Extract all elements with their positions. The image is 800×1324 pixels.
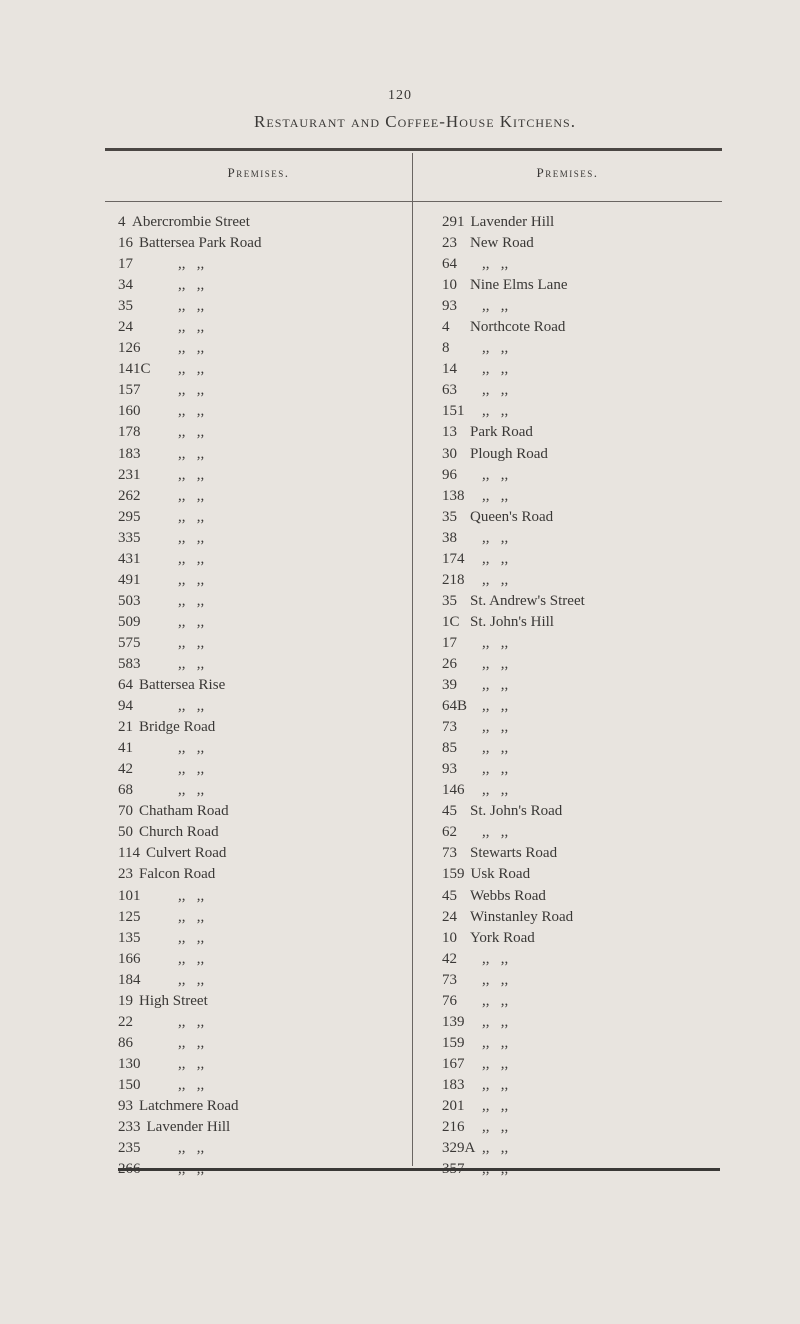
premises-street: ,, ,, [482, 340, 509, 357]
premises-street: ,, ,, [178, 1013, 205, 1030]
premises-number: 14 [442, 361, 457, 378]
premises-number: 23 [442, 235, 457, 252]
premises-street: Winstanley Road [470, 908, 574, 925]
premises-street: ,, ,, [482, 634, 509, 651]
premises-street: Stewarts Road [470, 845, 558, 862]
premises-number: 24 [118, 319, 133, 336]
premises-street: ,, ,, [482, 950, 509, 967]
premises-number: 201 [442, 1097, 465, 1114]
premises-street: ,, ,, [482, 824, 509, 841]
premises-number: 8 [442, 340, 450, 357]
premises-number: 35 [442, 592, 457, 609]
premises-street: ,, ,, [482, 971, 509, 988]
premises-number: 17 [442, 634, 457, 651]
premises-number: 262 [118, 487, 141, 504]
premises-number: 30 [442, 445, 457, 462]
premises-number: 45 [442, 803, 457, 820]
premises-street: ,, ,, [178, 445, 205, 462]
premises-number: 73 [442, 719, 457, 736]
premises-number: 35 [118, 298, 133, 315]
premises-street: New Road [470, 235, 534, 252]
premises-number: 21 [118, 719, 133, 736]
premises-street: Plough Road [470, 445, 548, 462]
premises-street: ,, ,, [178, 950, 205, 967]
premises-number: 503 [118, 592, 141, 609]
right-column-header: Premises. [536, 165, 599, 180]
premises-number: 235 [118, 1140, 141, 1157]
premises-street: ,, ,, [482, 655, 509, 672]
premises-street: Battersea Rise [139, 677, 226, 694]
premises-number: 64 [442, 256, 457, 273]
premises-street: ,, ,, [482, 550, 509, 567]
page-number: 120 [388, 88, 412, 103]
premises-street: ,, ,, [482, 1076, 509, 1093]
premises-number: 4 [442, 319, 450, 336]
premises-street: ,, ,, [482, 719, 509, 736]
premises-number: 114 [118, 845, 140, 862]
premises-street: ,, ,, [482, 1097, 509, 1114]
premises-street: ,, ,, [178, 319, 205, 336]
premises-street: Culvert Road [145, 845, 227, 862]
premises-number: 150 [118, 1076, 141, 1093]
premises-street: Bridge Road [139, 719, 216, 736]
premises-street: ,, ,, [178, 277, 205, 294]
premises-number: 23 [118, 866, 133, 883]
premises-number: 233 [118, 1119, 141, 1136]
premises-number: 4 [118, 214, 126, 230]
premises-number: 13 [442, 424, 457, 441]
premises-street: ,, ,, [178, 1055, 205, 1072]
premises-street: ,, ,, [178, 1076, 205, 1093]
premises-street: ,, ,, [178, 298, 205, 315]
premises-number: 85 [442, 740, 457, 757]
premises-street: Falcon Road [139, 866, 216, 883]
premises-number: 19 [118, 992, 133, 1009]
premises-number: 68 [118, 782, 133, 799]
premises-street: ,, ,, [482, 403, 509, 420]
premises-number: 38 [442, 529, 457, 546]
premises-number: 491 [118, 571, 141, 588]
premises-number: 73 [442, 845, 457, 862]
premises-number: 70 [118, 803, 133, 820]
premises-street: ,, ,, [482, 698, 509, 715]
premises-number: 184 [118, 971, 141, 988]
premises-number: 509 [118, 613, 141, 630]
premises-number: 183 [442, 1076, 465, 1093]
premises-number: 295 [118, 508, 141, 525]
premises-street: ,, ,, [178, 655, 205, 672]
premises-number: 93 [442, 298, 457, 315]
premises-street: ,, ,, [178, 256, 205, 273]
premises-street: St. John's Hill [470, 613, 554, 630]
premises-number: 335 [118, 529, 141, 546]
premises-street: ,, ,, [178, 487, 205, 504]
premises-number: 26 [442, 655, 457, 672]
premises-number: 431 [118, 550, 141, 567]
premises-street: ,, ,, [178, 782, 205, 799]
premises-street: ,, ,, [178, 592, 205, 609]
premises-street: ,, ,, [482, 992, 509, 1009]
premises-number: 86 [118, 1034, 133, 1051]
premises-number: 291 [442, 214, 465, 230]
premises-street: ,, ,, [178, 634, 205, 651]
premises-number: 146 [442, 782, 465, 799]
premises-street: ,, ,, [482, 740, 509, 757]
premises-street: ,, ,, [482, 361, 509, 378]
column-divider [412, 153, 413, 1166]
premises-number: 135 [118, 929, 141, 946]
premises-number: 16 [118, 235, 133, 252]
premises-street: ,, ,, [178, 698, 205, 715]
premises-street: Latchmere Road [139, 1097, 239, 1114]
premises-street: Chatham Road [139, 803, 229, 820]
premises-street: Nine Elms Lane [470, 277, 568, 294]
premises-number: 42 [118, 761, 133, 778]
premises-number: 93 [442, 761, 457, 778]
premises-street: High Street [139, 992, 208, 1009]
header-rule-left [105, 201, 412, 202]
premises-street: ,, ,, [178, 403, 205, 420]
premises-street: ,, ,, [482, 677, 509, 694]
premises-number: 62 [442, 824, 457, 841]
premises-number: 166 [118, 950, 141, 967]
premises-street: ,, ,, [178, 1034, 205, 1051]
premises-number: 167 [442, 1055, 465, 1072]
premises-street: ,, ,, [178, 508, 205, 525]
premises-number: 34 [118, 277, 133, 294]
premises-number: 130 [118, 1055, 141, 1072]
premises-street: ,, ,, [482, 1013, 509, 1030]
premises-street: ,, ,, [178, 550, 205, 567]
top-rule [105, 148, 722, 151]
premises-number: 35 [442, 508, 457, 525]
premises-number: 575 [118, 634, 141, 651]
premises-street: ,, ,, [178, 361, 205, 378]
premises-number: 94 [118, 698, 133, 715]
premises-number: 101 [118, 887, 141, 904]
premises-number: 39 [442, 677, 457, 694]
left-column-header: Premises. [227, 165, 290, 180]
premises-street: Lavender Hill [146, 1119, 231, 1136]
premises-number: 96 [442, 466, 457, 483]
premises-number: 183 [118, 445, 141, 462]
premises-number: 138 [442, 487, 465, 504]
premises-number: 151 [442, 403, 465, 420]
premises-number: 218 [442, 571, 465, 588]
premises-number: 93 [118, 1097, 133, 1114]
premises-street: ,, ,, [178, 340, 205, 357]
premises-street: ,, ,, [178, 613, 205, 630]
premises-street: ,, ,, [178, 424, 205, 441]
premises-number: 10 [442, 277, 457, 294]
premises-number: 22 [118, 1013, 133, 1030]
premises-street: Park Road [470, 424, 533, 441]
premises-number: 64B [442, 698, 468, 715]
premises-street: Battersea Park Road [139, 235, 262, 252]
header-rule-right [413, 201, 722, 202]
premises-number: 63 [442, 382, 457, 399]
premises-street: ,, ,, [178, 929, 205, 946]
premises-number: 329A [442, 1140, 476, 1157]
premises-street: Queen's Road [470, 508, 554, 525]
premises-street: ,, ,, [482, 382, 509, 399]
premises-street: ,, ,, [178, 971, 205, 988]
premises-street: ,, ,, [482, 256, 509, 273]
premises-number: 157 [118, 382, 141, 399]
bottom-rule [118, 1168, 720, 1171]
premises-number: 76 [442, 992, 457, 1009]
premises-street: ,, ,, [482, 466, 509, 483]
premises-number: 178 [118, 424, 141, 441]
premises-street: Abercrombie Street [132, 214, 250, 230]
premises-number: 125 [118, 908, 141, 925]
premises-street: ,, ,, [482, 487, 509, 504]
premises-street: ,, ,, [482, 1140, 509, 1157]
premises-street: ,, ,, [178, 466, 205, 483]
premises-street: ,, ,, [482, 1119, 509, 1136]
premises-street: ,, ,, [482, 782, 509, 799]
premises-street: ,, ,, [482, 529, 509, 546]
premises-street: ,, ,, [178, 382, 205, 399]
premises-street: St. Andrew's Street [470, 592, 585, 609]
premises-number: 64 [118, 677, 133, 694]
premises-street: ,, ,, [178, 529, 205, 546]
premises-street: ,, ,, [482, 1055, 509, 1072]
premises-number: 139 [442, 1013, 465, 1030]
premises-street: St. John's Road [470, 803, 563, 820]
premises-street: ,, ,, [178, 571, 205, 588]
premises-street: ,, ,, [178, 887, 205, 904]
premises-street: ,, ,, [482, 761, 509, 778]
premises-number: 10 [442, 929, 457, 946]
premises-number: 45 [442, 887, 457, 904]
premises-number: 141C [118, 361, 151, 378]
premises-number: 1C [442, 613, 460, 630]
premises-street: ,, ,, [178, 740, 205, 757]
premises-street: ,, ,, [178, 761, 205, 778]
premises-number: 73 [442, 971, 457, 988]
premises-number: 583 [118, 655, 141, 672]
premises-number: 231 [118, 466, 141, 483]
premises-number: 159 [442, 866, 465, 883]
premises-number: 50 [118, 824, 133, 841]
premises-number: 41 [118, 740, 133, 757]
page-title: Restaurant and Coffee-House Kitchens. [254, 112, 576, 131]
premises-street: ,, ,, [482, 571, 509, 588]
premises-number: 174 [442, 550, 465, 567]
premises-street: ,, ,, [178, 908, 205, 925]
premises-street: ,, ,, [482, 298, 509, 315]
premises-number: 17 [118, 256, 133, 273]
premises-number: 159 [442, 1034, 465, 1051]
premises-street: York Road [470, 929, 535, 946]
premises-number: 160 [118, 403, 141, 420]
premises-number: 42 [442, 950, 457, 967]
premises-street: Northcote Road [470, 319, 566, 336]
premises-street: Lavender Hill [470, 214, 555, 230]
premises-number: 126 [118, 340, 141, 357]
premises-number: 24 [442, 908, 457, 925]
premises-street: Usk Road [470, 866, 531, 883]
premises-street: ,, ,, [482, 1034, 509, 1051]
premises-number: 216 [442, 1119, 465, 1136]
premises-street: Church Road [139, 824, 219, 841]
premises-street: Webbs Road [470, 887, 546, 904]
premises-street: ,, ,, [178, 1140, 205, 1157]
